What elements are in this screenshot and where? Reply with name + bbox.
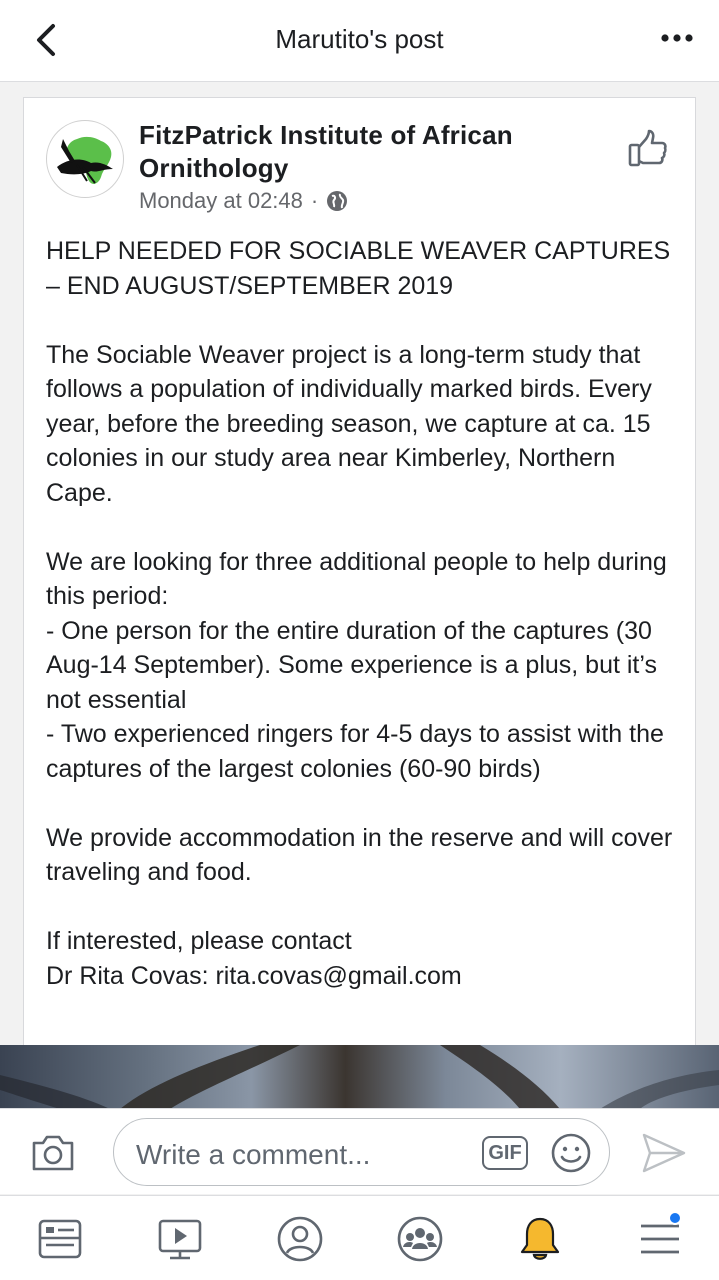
thumbs-up-icon [627, 128, 669, 170]
globe-icon [326, 190, 348, 212]
nav-profile[interactable] [275, 1214, 325, 1264]
post-meta [139, 188, 348, 214]
post-paragraph-heading: HELP NEEDED FOR SOCIABLE WEAVER CAPTURES – END AUGUST/SEPTEMBER 2019 [46, 237, 671, 300]
menu-notification-dot [668, 1211, 682, 1225]
post-paragraph-contact[interactable]: If interested, please contact Dr Rita Covas: rita.covas@gmail.com [46, 927, 462, 990]
news-feed-icon [37, 1216, 83, 1262]
watch-icon [157, 1216, 203, 1262]
post-photo[interactable] [0, 1045, 719, 1109]
send-button[interactable] [640, 1131, 688, 1175]
notifications-bell-icon [517, 1215, 563, 1263]
post-card [23, 97, 696, 1057]
smiley-icon [550, 1132, 592, 1174]
post-timestamp[interactable]: Monday at 02:48 [139, 188, 303, 213]
camera-icon [30, 1131, 76, 1173]
post-body [46, 234, 681, 1028]
nav-watch[interactable] [155, 1214, 205, 1264]
bottom-nav [0, 1195, 719, 1280]
like-page-button[interactable] [627, 128, 669, 170]
post-paragraph: The Sociable Weaver project is a long-term study that follows a population of individually marked birds. Every year, before the breeding season, we capture at ca. 15 colonies in our study area near Kimberley, Northern Cape. [46, 340, 652, 507]
nav-menu[interactable] [635, 1214, 685, 1264]
post-author-name[interactable]: FitzPatrick Institute of African Ornithology [139, 120, 513, 183]
camera-button[interactable] [30, 1131, 76, 1173]
nav-groups[interactable] [395, 1214, 445, 1264]
profile-icon [276, 1215, 324, 1263]
groups-icon [396, 1215, 444, 1263]
comment-placeholder: Write a comment... [136, 1139, 371, 1170]
post-paragraph: We provide accommodation in the reserve and will cover traveling and food. [46, 823, 673, 886]
more-dots-icon [660, 33, 694, 43]
comment-bar [0, 1108, 719, 1194]
more-options-button[interactable] [657, 26, 697, 50]
meta-separator: · [310, 188, 319, 213]
comment-input[interactable] [113, 1118, 610, 1186]
post-paragraph: We are looking for three additional people to help during this period: - One person for the entire duration of the captures (30 Aug-14 September). Some experience is a plus, but it’s not essential - Two experienced ringers for 4-5 days to assist with the captures of the largest colonies (60-90 birds) [46, 547, 667, 783]
gif-button[interactable]: GIF [482, 1136, 528, 1170]
photo-branches [0, 1045, 719, 1109]
nav-notifications[interactable] [515, 1214, 565, 1264]
send-icon [640, 1131, 688, 1175]
top-bar [0, 0, 719, 82]
emoji-button[interactable] [550, 1132, 592, 1174]
nav-news-feed[interactable] [35, 1214, 85, 1264]
page-avatar[interactable] [46, 120, 124, 198]
page-title: Marutito's post [275, 24, 444, 54]
africa-bird-logo [47, 121, 124, 198]
